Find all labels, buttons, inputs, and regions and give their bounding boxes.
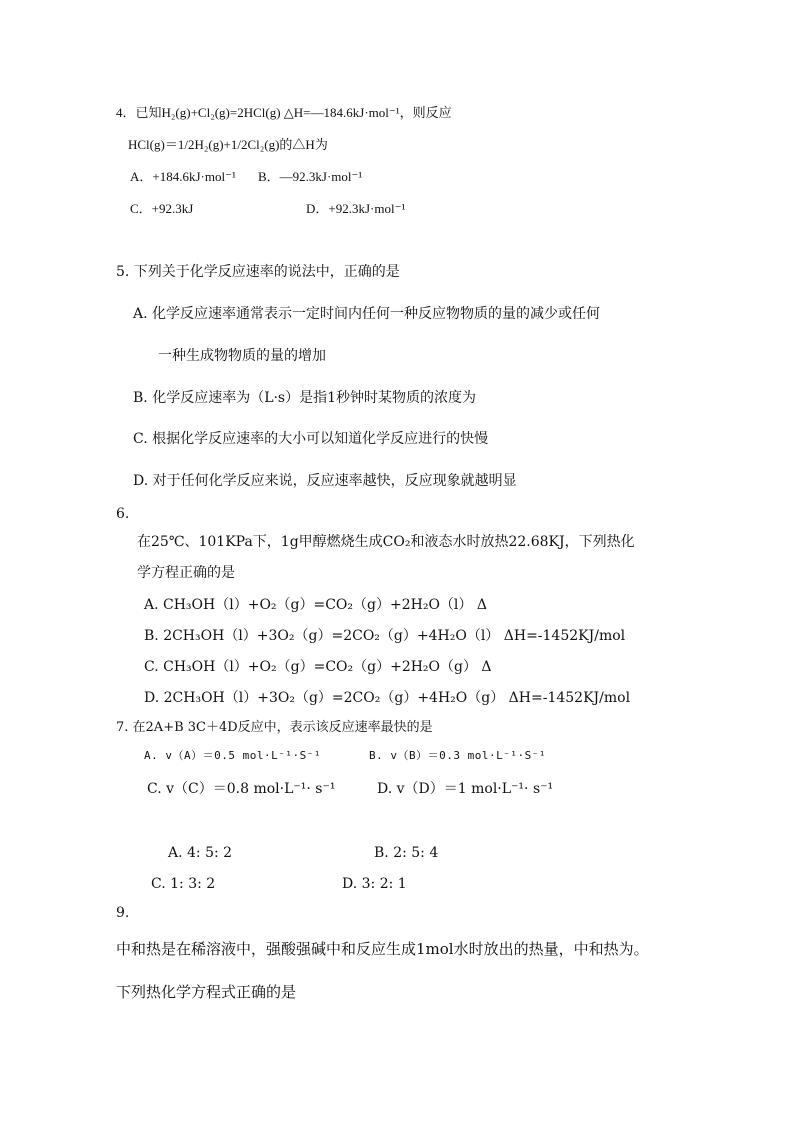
q6-option-a: A. CH₃OH（l）+O₂（g）=CO₂（g）+2H₂O（l） Δ [144,597,487,613]
q7-option-d: D. v（D）＝1 mol·L⁻¹· s⁻¹ [377,781,554,797]
q5-stem: 5. 下列关于化学反应速率的说法中，正确的是 [116,264,400,280]
q7-option-c: C. v（C）＝0.8 mol·L⁻¹· s⁻¹ [147,781,336,797]
q9-stem-line2: 下列热化学方程式正确的是 [116,983,297,1001]
q8-option-b: B. 2: 5: 4 [374,845,439,861]
q6-option-c: C. CH₃OH（l）+O₂（g）=CO₂（g）+2H₂O（g） Δ [144,659,492,675]
q9-number: 9. [116,905,130,921]
q5-option-c: C. 根据化学反应速率的大小可以知道化学反应进行的快慢 [133,431,489,447]
q4-stem-line2: HCl(g)＝1/2H₂(g)+1/2Cl₂(g)的△H为 [128,137,328,152]
q4-option-c: C．+92.3kJ [130,201,194,216]
q5-option-b: B. 化学反应速率为（L·s）是指1秒钟时某物质的浓度为 [133,390,477,406]
q6-stem-line2: 学方程正确的是 [137,565,235,581]
q7-option-b: B. v（B）＝0.3 mol·L⁻¹·S⁻¹ [369,749,546,762]
q4-option-a: A．+184.6kJ·mol⁻¹ [130,169,236,184]
q6-stem: 在25℃、101KPa下，1g甲醇燃烧生成CO₂和液态水时放热22.68KJ，下列热化 [137,534,635,550]
q5-option-a: A. 化学反应速率通常表示一定时间内任何一种反应物物质的量的减少或任何 [133,306,601,322]
q4-option-d: D．+92.3kJ·mol⁻¹ [306,201,406,216]
q8-option-c: C. 1: 3: 2 [151,876,216,892]
q7-stem: 7. 在2A+B 3C＋4D反应中，表示该反应速率最快的是 [116,720,433,735]
q9-stem: 中和热是在稀溶液中，强酸强碱中和反应生成1mol水时放出的热量，中和热为。 [116,940,649,958]
q4-stem: 4．已知H₂(g)+Cl₂(g)=2HCl(g) △H=—184.6kJ·mol⁻¹，则反应 [116,105,452,120]
q6-option-b: B. 2CH₃OH（l）+3O₂（g）=2CO₂（g）+4H₂O（l） ΔH=-1452KJ/mol [144,628,626,644]
q7-option-a: A. v（A）＝0.5 mol·L⁻¹·S⁻¹ [144,749,321,762]
q6-option-d: D. 2CH₃OH（l）+3O₂（g）=2CO₂（g）+4H₂O（g） ΔH=-1452KJ/mol [144,690,631,706]
q5-option-a-cont: 一种生成物物质的量的增加 [158,348,326,364]
q8-option-a: A. 4: 5: 2 [168,845,233,861]
q8-option-d: D. 3: 2: 1 [342,876,407,892]
q4-option-b: B．—92.3kJ·mol⁻¹ [258,169,363,184]
q6-number: 6. [116,506,130,522]
q5-option-d: D. 对于任何化学反应来说，反应速率越快，反应现象就越明显 [133,473,517,489]
